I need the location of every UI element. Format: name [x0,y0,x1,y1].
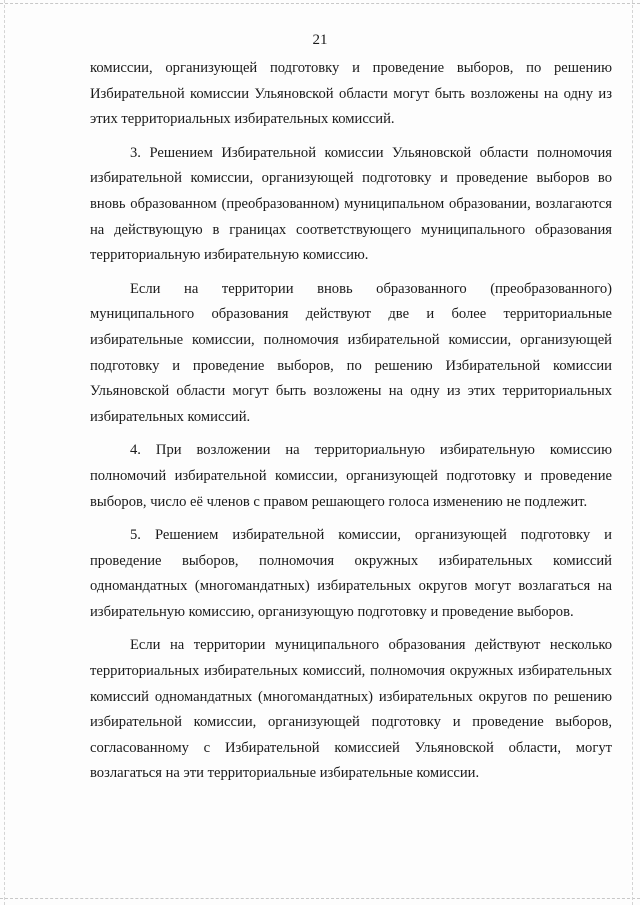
paragraph-item-3: 3. Решением Избирательной комиссии Ульяновской области полномочия избирательной комиссии, организующей подготовку и проведение выборов во вновь образованном (преобразованном) муниципальном образовании, возлагаются на действующую в границах соответствующего муниципального образования территориальную избирательную комиссию. [90,144,612,264]
scan-edge-left [4,0,5,905]
scan-edge-right [632,0,633,905]
scan-edge-top [0,3,640,4]
paragraph-item-4: 4. При возложении на территориальную избирательную комиссию полномочий избирательной комиссии, организующей подготовку и проведение выборов, число её членов с правом решающего голоса изменению не подлежит. [90,442,612,510]
paragraph-item-5-second: Если на территории муниципального образования действуют несколько территориальных избирательных комиссий, полномочия окружных избирательных комиссий одномандатных (многомандатных) избирательных округов по решению избирательной комиссии, организующей подготовку и проведение выборов, согласованному с Избирательной комиссией Ульяновской области, могут возлагаться на эти территориальные избирательные комиссии. [90,637,612,782]
page-number: 21 [312,32,328,48]
paragraph-continuation: комиссии, организующей подготовку и проведение выборов, по решению Избирательной комиссии Ульяновской области могут быть возложены на одну из этих территориальных избирательных комиссий. [90,60,612,128]
paragraph-item-5: 5. Решением избирательной комиссии, организующей подготовку и проведение выборов, полномочия окружных избирательных комиссий одномандатных (многомандатных) избирательных округов могут возлагаться на избирательную комиссию, организующую подготовку и проведение выборов. [90,527,612,620]
scan-edge-bottom [0,898,640,899]
paragraph-item-3-second: Если на территории вновь образованного (преобразованного) муниципального образования действуют две и более территориальные избирательные комиссии, полномочия избирательной комиссии, организующей подготовку и проведение выборов, по решению Избирательной комиссии Ульяновской области могут быть возложены на одну из этих территориальных избирательных комиссий. [90,280,612,425]
document-body [90,56,612,795]
